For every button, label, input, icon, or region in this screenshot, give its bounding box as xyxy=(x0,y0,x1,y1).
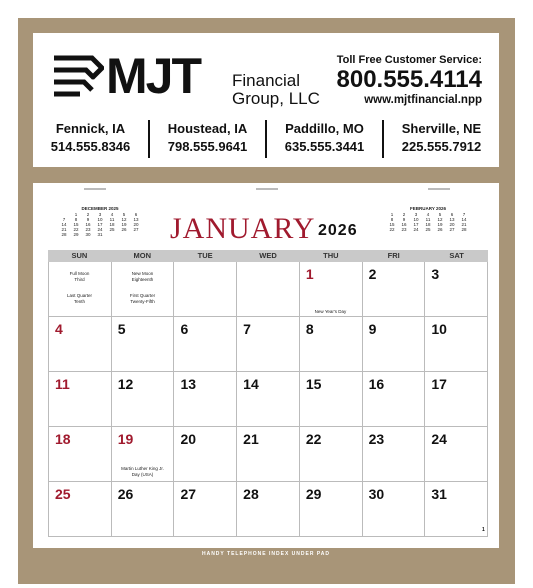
holiday-note: New Year's Day xyxy=(314,309,347,314)
day-number: 12 xyxy=(117,376,134,392)
weekday-label: THU xyxy=(323,251,339,260)
mini-day: 21 xyxy=(61,227,67,232)
day-cell xyxy=(300,427,363,481)
mini-day: 11 xyxy=(425,217,431,222)
moon-note: New Moon Eighteenth xyxy=(131,271,154,282)
mini-day: 29 xyxy=(73,232,79,237)
mini-day: 1 xyxy=(74,212,78,217)
week-row xyxy=(49,317,488,372)
day-cell xyxy=(237,317,300,371)
day-cell xyxy=(425,427,488,481)
day-number: 28 xyxy=(243,486,259,502)
mini-day: 20 xyxy=(449,222,455,227)
service-info xyxy=(337,54,483,106)
mini-day: 25 xyxy=(425,227,431,232)
mini-day: 27 xyxy=(449,227,455,232)
day-number: 22 xyxy=(305,431,322,447)
day-cell xyxy=(49,482,112,536)
mini-day: 27 xyxy=(133,227,139,232)
day-cell xyxy=(174,262,237,316)
mini-day: 18 xyxy=(425,222,431,227)
mini-day: 11 xyxy=(109,217,115,222)
day-number: 11 xyxy=(55,376,70,392)
moon-note: Full Moon Third xyxy=(69,271,90,282)
day-cell xyxy=(49,372,112,426)
day-cell xyxy=(425,372,488,426)
day-number: 7 xyxy=(243,321,251,337)
mini-day: 19 xyxy=(121,222,127,227)
weekday-label: FRI xyxy=(387,251,400,260)
day-number: 3 xyxy=(431,266,440,282)
day-number: 10 xyxy=(431,321,447,337)
day-number: 20 xyxy=(180,431,197,447)
day-cell xyxy=(174,482,237,536)
weekday-label: SUN xyxy=(71,251,88,260)
day-number: 24 xyxy=(431,431,447,447)
mini-day: 4 xyxy=(110,212,114,217)
mini-day: 25 xyxy=(109,227,115,232)
day-cell xyxy=(363,317,426,371)
mini-day: 17 xyxy=(413,222,419,227)
day-number: 6 xyxy=(180,321,189,337)
day-number: 16 xyxy=(368,376,385,392)
mini-day: 17 xyxy=(97,222,103,227)
day-number: 27 xyxy=(180,486,197,502)
mini-day: 22 xyxy=(73,227,79,232)
mini-day: 12 xyxy=(437,217,443,222)
mini-calendar-prev: DECEMBER 2025 1 2 3 4 5 6 7 8 9 10 11 12 13 14 15 16 17 18 19 20 21 22 23 24 25 26 27 28 29 30 31 xyxy=(58,206,142,237)
weekday-label: TUE xyxy=(197,251,213,260)
mini-day: 21 xyxy=(461,222,467,227)
day-cell xyxy=(425,317,488,371)
day-cell xyxy=(112,482,175,536)
mini-day: 28 xyxy=(61,232,67,237)
weekday-label: WED xyxy=(259,251,277,260)
mini-day: 6 xyxy=(134,212,138,217)
year-label: 2026 xyxy=(318,222,358,239)
day-cell xyxy=(363,482,426,536)
office-item: Houstead, IA 798.555.9641 xyxy=(148,120,265,158)
mini-day: 7 xyxy=(62,217,66,222)
day-number: 30 xyxy=(368,486,385,502)
mini-day: 9 xyxy=(402,217,406,222)
day-number: 21 xyxy=(243,431,259,447)
day-cell xyxy=(49,427,112,481)
day-cell xyxy=(363,427,426,481)
mini-day: 8 xyxy=(74,217,78,222)
day-number: 2 xyxy=(368,266,377,282)
mini-day: 7 xyxy=(462,212,466,217)
mini-day: 30 xyxy=(85,232,91,237)
day-number: 19 xyxy=(117,431,134,447)
mini-day: 31 xyxy=(97,232,103,237)
mini-day: 9 xyxy=(86,217,90,222)
day-number: 25 xyxy=(55,486,71,502)
day-number: 23 xyxy=(368,431,385,447)
day-cell xyxy=(49,317,112,371)
mini-day: 26 xyxy=(437,227,443,232)
mini-day: 8 xyxy=(390,217,394,222)
service-phone: 800.555.4114 xyxy=(336,66,482,93)
day-cell xyxy=(425,262,488,316)
day-number: 5 xyxy=(117,321,126,337)
moon-note: First Quarter Twenty-Fifth xyxy=(129,293,156,304)
mini-calendar-next: FEBRUARY 2026 1 2 3 4 5 6 7 8 9 10 11 12 13 14 15 16 17 18 19 20 21 22 23 24 25 26 27 28 xyxy=(386,206,470,232)
mini-day: 28 xyxy=(461,227,467,232)
weekday-header xyxy=(48,250,488,262)
day-cell xyxy=(237,372,300,426)
day-number: 26 xyxy=(117,486,134,502)
office-item: Sherville, NE 225.555.7912 xyxy=(382,120,499,158)
day-cell xyxy=(300,262,363,316)
office-item: Fennick, IA 514.555.8346 xyxy=(50,121,131,154)
mini-day: 26 xyxy=(121,227,127,232)
day-number: 14 xyxy=(243,376,259,392)
mini-day: 23 xyxy=(401,227,407,232)
day-number: 15 xyxy=(305,376,322,392)
mini-day: 10 xyxy=(97,217,103,222)
website: www.mjtfinancial.npp xyxy=(364,94,482,106)
mini-day: 2 xyxy=(402,212,406,217)
mini-day: 22 xyxy=(389,227,395,232)
day-number: 31 xyxy=(431,486,447,502)
day-cell xyxy=(300,372,363,426)
mini-day: 3 xyxy=(98,212,102,217)
day-number: 17 xyxy=(431,376,447,392)
moon-note: Last Quarter Tenth xyxy=(66,293,92,304)
mini-day: 16 xyxy=(401,222,407,227)
day-number: 4 xyxy=(55,321,63,337)
mini-day xyxy=(118,232,130,237)
brand-logo: MJT xyxy=(106,48,200,104)
mini-day: 16 xyxy=(85,222,91,227)
mini-day: 13 xyxy=(449,217,455,222)
mini-day: 10 xyxy=(413,217,419,222)
day-number: 29 xyxy=(305,486,322,502)
mini-day: 15 xyxy=(389,222,395,227)
day-cell xyxy=(300,317,363,371)
week-row xyxy=(49,482,488,537)
mini-day xyxy=(130,232,142,237)
mini-day: 19 xyxy=(437,222,443,227)
page-number: 1 xyxy=(482,527,485,533)
logo-stripes-icon xyxy=(52,52,104,98)
mini-day: 1 xyxy=(390,212,394,217)
mini-day: 24 xyxy=(413,227,419,232)
office-list xyxy=(33,120,499,158)
day-cell xyxy=(237,427,300,481)
day-cell xyxy=(112,317,175,371)
month-title: JANUARY xyxy=(170,212,316,245)
mini-day: 23 xyxy=(85,227,91,232)
day-cell xyxy=(174,427,237,481)
holiday-note: Martin Luther King Jr. Day (USA) xyxy=(121,466,164,477)
mini-day: 3 xyxy=(414,212,418,217)
hang-hole xyxy=(84,188,106,190)
day-number: 1 xyxy=(305,266,314,282)
day-cell xyxy=(425,482,488,536)
day-cell xyxy=(174,372,237,426)
service-label: Toll Free Customer Service: xyxy=(336,54,482,66)
weekday-label: SAT xyxy=(449,251,464,260)
mini-day: 4 xyxy=(426,212,430,217)
office-item: Paddillo, MO 635.555.3441 xyxy=(265,120,382,158)
day-cell xyxy=(363,372,426,426)
mini-day: 5 xyxy=(122,212,126,217)
mini-day: 12 xyxy=(121,217,127,222)
mini-day: 24 xyxy=(97,227,103,232)
hang-hole xyxy=(256,188,278,190)
week-row xyxy=(49,372,488,427)
day-cell xyxy=(237,262,300,316)
weekday-label: MON xyxy=(133,251,152,260)
day-cell xyxy=(112,372,175,426)
day-cell xyxy=(363,262,426,316)
footer-label: HANDY TELEPHONE INDEX UNDER PAD xyxy=(201,551,331,557)
day-cell xyxy=(174,317,237,371)
mini-day xyxy=(106,232,118,237)
mini-day: 5 xyxy=(438,212,442,217)
mini-day: 15 xyxy=(73,222,79,227)
mini-day: 14 xyxy=(461,217,467,222)
mini-day: 6 xyxy=(450,212,454,217)
day-cell xyxy=(300,482,363,536)
day-number: 8 xyxy=(305,321,314,337)
hang-hole xyxy=(428,188,450,190)
day-number: 13 xyxy=(180,376,197,392)
mini-day: 20 xyxy=(133,222,139,227)
mini-day: 14 xyxy=(61,222,67,227)
mini-day: 13 xyxy=(133,217,139,222)
day-number: 18 xyxy=(55,431,71,447)
brand-subtitle: Financial Group, LLC xyxy=(232,71,320,108)
day-cell xyxy=(237,482,300,536)
mini-day: 18 xyxy=(109,222,115,227)
day-number: 9 xyxy=(368,321,377,337)
mini-day: 2 xyxy=(86,212,90,217)
